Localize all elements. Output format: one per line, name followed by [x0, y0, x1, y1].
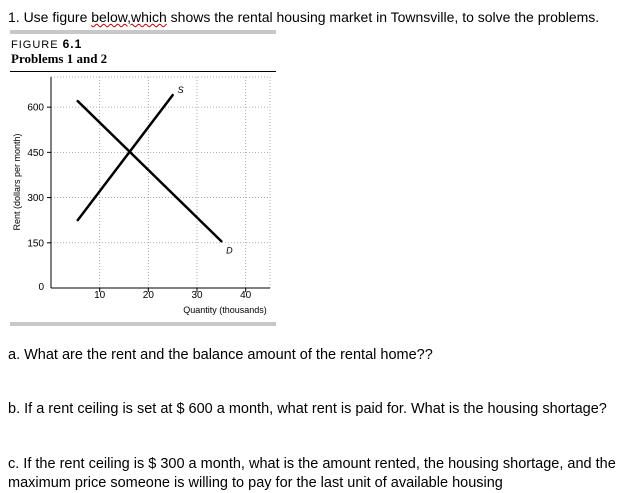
x-tick-label: 20	[142, 290, 154, 301]
question-a: a. What are the rent and the balance amount of the rental home??	[8, 347, 433, 363]
y-tick-label: 150	[27, 238, 44, 250]
x-axis-label: Quantity (thousands)	[183, 305, 267, 315]
chart-series	[78, 85, 233, 255]
series-line-d	[78, 101, 222, 241]
figure-label	[11, 37, 82, 51]
figure-label-word: FIGURE	[11, 39, 59, 51]
intro-spellcheck-word: below,which	[91, 9, 167, 25]
x-tick-label: 10	[94, 290, 106, 301]
x-tick-label: 40	[240, 290, 252, 301]
intro-text	[8, 9, 599, 25]
figure-bottom-bar	[10, 322, 276, 326]
y-tick-label: 300	[27, 193, 44, 205]
question-c: c. If the rent ceiling is $ 300 a month, what is the amount rented, the housing shortage, and the maximum price someone is willing to pay for the last unit of available housing	[8, 456, 616, 491]
figure-label-number: 6.1	[62, 37, 83, 51]
origin-label: 0	[38, 282, 44, 293]
chart-ticks	[27, 103, 251, 301]
y-tick-label: 450	[27, 147, 44, 159]
supply-demand-chart	[0, 72, 280, 322]
y-axis-label: Rent (dollars per month)	[12, 133, 22, 231]
series-label-s: S	[177, 85, 184, 96]
question-b: b. If a rent ceiling is set at $ 600 a month, what rent is paid for. What is the housing shortage?	[8, 401, 607, 417]
y-tick-label: 600	[27, 102, 44, 114]
figure-subtitle: Problems 1 and 2	[11, 51, 108, 66]
series-label-d: D	[226, 245, 233, 256]
x-tick-label: 30	[191, 290, 203, 301]
intro-prefix: 1. Use figure	[8, 9, 92, 25]
figure-top-bar	[10, 30, 276, 34]
intro-suffix: shows the rental housing market in Townsville, to solve the problems.	[166, 9, 600, 25]
